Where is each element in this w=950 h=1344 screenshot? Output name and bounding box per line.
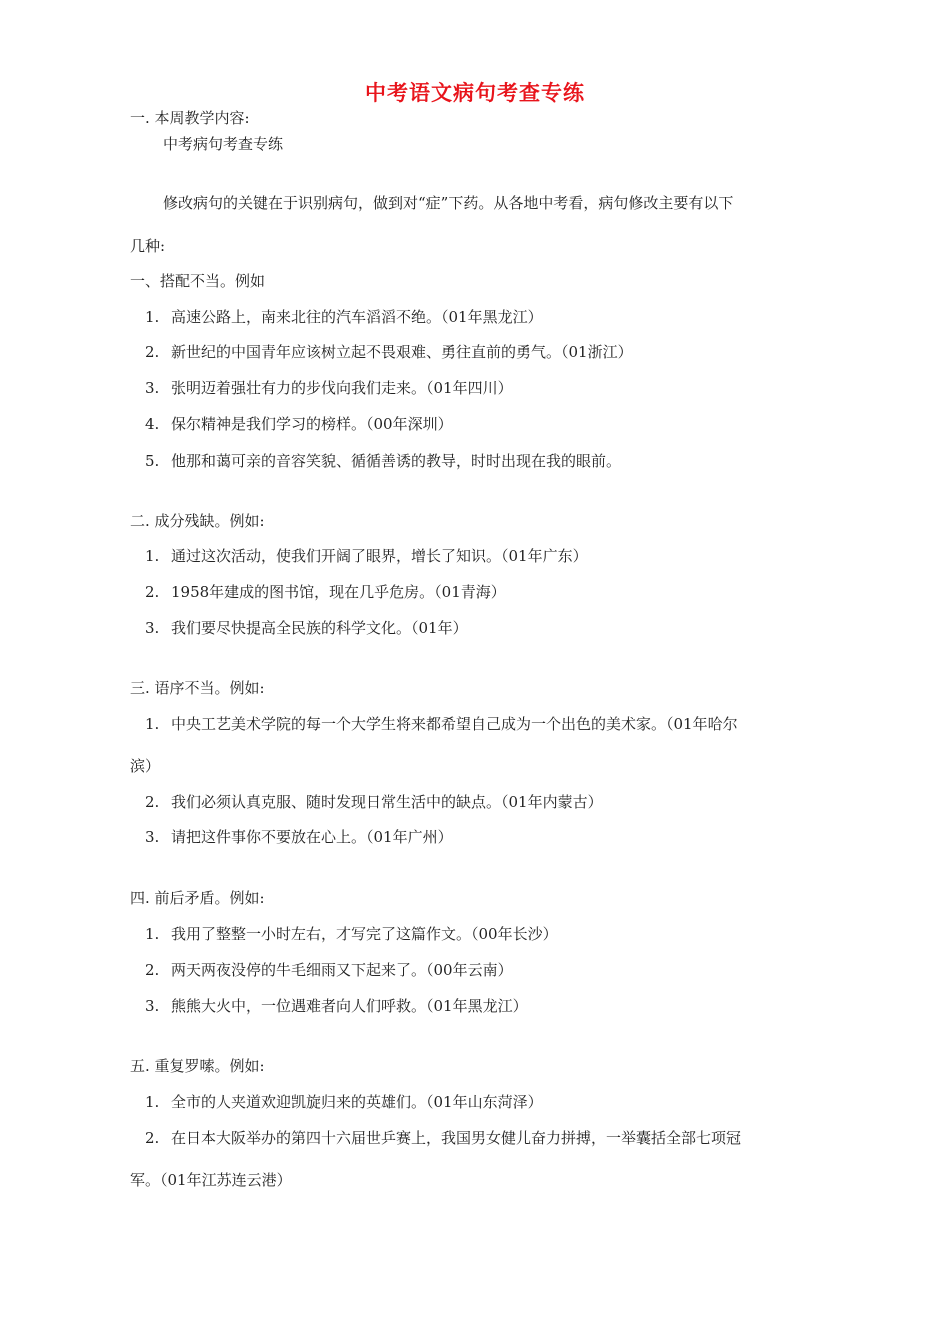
item-number: 3. <box>145 619 160 637</box>
list-item <box>145 451 621 471</box>
list-item <box>145 378 513 398</box>
list-item <box>145 996 528 1016</box>
list-item <box>145 714 738 734</box>
item-text: 新世纪的中国青年应该树立起不畏艰难、勇往直前的勇气。（01浙江） <box>171 343 633 361</box>
list-item <box>145 582 506 602</box>
item-text: 中央工艺美术学院的每一个大学生将来都希望自己成为一个出色的美术家。（01年哈尔 <box>171 715 738 733</box>
item-number: 2. <box>145 343 160 361</box>
item-text: 高速公路上，南来北往的汽车滔滔不绝。（01年黑龙江） <box>171 308 543 326</box>
section-heading: 四. 前后矛盾。例如: <box>130 889 265 907</box>
list-item <box>145 307 543 327</box>
item-text: 请把这件事你不要放在心上。（01年广州） <box>171 828 453 846</box>
list-item <box>145 1128 741 1148</box>
list-item <box>145 618 468 638</box>
intro-paragraph-line1: 修改病句的关键在于识别病句，做到对“症”下药。从各地中考看，病句修改主要有以下 <box>163 194 734 212</box>
item-text: 我用了整整一小时左右，才写完了这篇作文。（00年长沙） <box>171 925 558 943</box>
item-text: 在日本大阪举办的第四十六届世乒赛上，我国男女健儿奋力拼搏，一举囊括全部七项冠 <box>171 1129 742 1147</box>
item-number: 2. <box>145 961 160 979</box>
item-number: 1. <box>145 308 160 326</box>
list-item <box>145 546 588 566</box>
list-item <box>145 827 453 847</box>
list-item <box>145 1092 543 1112</box>
item-number: 5. <box>145 452 160 470</box>
item-text-continuation: 滨） <box>130 757 161 775</box>
item-number: 2. <box>145 583 160 601</box>
item-number: 1. <box>145 1093 160 1111</box>
item-number: 3. <box>145 997 160 1015</box>
item-text: 我们必须认真克服、随时发现日常生活中的缺点。（01年内蒙古） <box>171 793 603 811</box>
item-text: 保尔精神是我们学习的榜样。（00年深圳） <box>171 415 453 433</box>
list-item <box>145 342 633 362</box>
item-text: 通过这次活动，使我们开阔了眼界，增长了知识。（01年广东） <box>171 547 588 565</box>
item-text: 熊熊大火中，一位遇难者向人们呼救。（01年黑龙江） <box>171 997 528 1015</box>
item-text: 两天两夜没停的牛毛细雨又下起来了。（00年云南） <box>171 961 513 979</box>
item-number: 1. <box>145 925 160 943</box>
intro-heading: 一. 本周教学内容: <box>130 109 250 127</box>
item-number: 4. <box>145 415 160 433</box>
item-number: 2. <box>145 793 160 811</box>
list-item <box>145 414 453 434</box>
item-text: 我们要尽快提高全民族的科学文化。（01年） <box>171 619 468 637</box>
item-number: 1. <box>145 547 160 565</box>
item-text: 1958年建成的图书馆，现在几乎危房。（01青海） <box>171 583 506 601</box>
section-heading: 二. 成分残缺。例如: <box>130 512 265 530</box>
list-item <box>145 792 603 812</box>
item-text: 张明迈着强壮有力的步伐向我们走来。（01年四川） <box>171 379 513 397</box>
section-heading: 五. 重复罗嗦。例如: <box>130 1057 265 1075</box>
list-item <box>145 924 558 944</box>
item-text: 他那和蔼可亲的音容笑貌、循循善诱的教导，时时出现在我的眼前。 <box>171 452 622 470</box>
intro-subheading: 中考病句考查专练 <box>163 135 284 153</box>
item-text-continuation: 军。（01年江苏连云港） <box>130 1171 292 1189</box>
item-text: 全市的人夹道欢迎凯旋归来的英雄们。（01年山东菏泽） <box>171 1093 543 1111</box>
item-number: 3. <box>145 379 160 397</box>
item-number: 2. <box>145 1129 160 1147</box>
intro-paragraph-line2: 几种: <box>130 237 166 255</box>
list-item <box>145 960 513 980</box>
item-number: 3. <box>145 828 160 846</box>
document-title: 中考语文病句考查专练 <box>365 80 585 105</box>
item-number: 1. <box>145 715 160 733</box>
section-heading: 三. 语序不当。例如: <box>130 679 265 697</box>
section-heading: 一、搭配不当。例如 <box>130 272 266 290</box>
